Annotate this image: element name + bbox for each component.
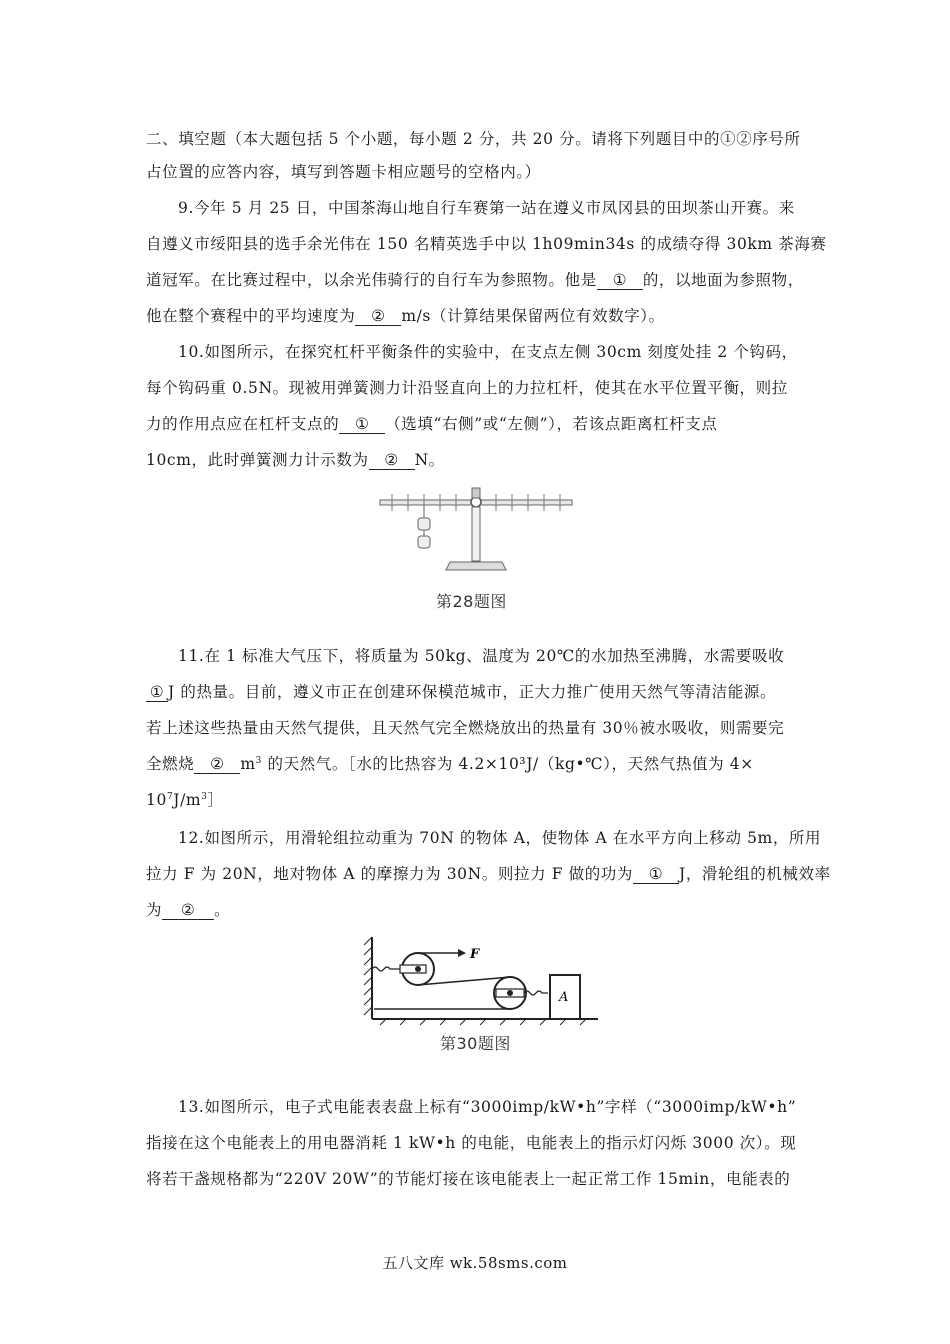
lever-base xyxy=(446,562,506,570)
q10-line3-end: （选填“右侧”或“左侧”），若该点距离杠杆支点 xyxy=(385,415,718,433)
q12-blank-2[interactable]: ② xyxy=(162,901,214,920)
q11-line5-sup2: 3 xyxy=(201,791,208,802)
q12-line2-text: 拉力 F 为 20N，地对物体 A 的摩擦力为 30N。则拉力 F 做的功为 xyxy=(146,865,633,883)
q12-line2 xyxy=(146,863,831,885)
section-header-line2: 占位置的应答内容，填写到答题卡相应题号的空格内。） xyxy=(146,163,541,181)
figure-28-caption: 第28题图 xyxy=(436,592,507,611)
figure-30-caption: 第30题图 xyxy=(440,1034,511,1053)
q11-line4-end: 的天然气。［水的比热容为 4.2×10³J/（kg•℃），天然气热值为 4× xyxy=(261,755,754,773)
hook-weight-1 xyxy=(418,518,430,530)
lever-stand xyxy=(472,507,480,561)
q10-blank-2[interactable]: ② xyxy=(369,451,415,470)
q11-line4-unit: m xyxy=(240,755,256,773)
q10-line3-text: 力的作用点应在杠杆支点的 xyxy=(146,415,340,433)
q13-line2: 指接在这个电能表上的用电器消耗 1 kW•h 的电能，电能表上的指示灯闪烁 3000 次）。现 xyxy=(146,1134,797,1152)
q11-line1: 11.在 1 标准大气压下，将质量为 50kg、温度为 20℃的水加热至沸腾，水需要吸收 xyxy=(178,647,785,665)
q11-line4-text: 全燃烧 xyxy=(146,755,195,773)
q9-blank-2[interactable]: ② xyxy=(355,307,401,326)
q10-line1: 10.如图所示，在探究杠杆平衡条件的实验中，在支点左侧 30cm 刻度处挂 2 个钩码， xyxy=(178,343,798,361)
q11-line5-c: ］ xyxy=(207,791,224,809)
q9-line4-text: 他在整个赛程中的平均速度为 xyxy=(146,307,356,325)
section-header-line1: 二、填空题（本大题包括 5 个小题，每小题 2 分，共 20 分。请将下列题目中的①②序号所 xyxy=(146,130,801,148)
label-A: A xyxy=(559,990,569,1005)
q12-line3-end: 。 xyxy=(214,901,231,919)
q9-line1: 9.今年 5 月 25 日，中国茶海山地自行车赛第一站在遵义市凤冈县的田坝茶山开赛。来 xyxy=(178,199,795,217)
q13-line1: 13.如图所示，电子式电能表表盘上标有“3000imp/kW•h”字样（“3000imp/kW•h” xyxy=(178,1098,797,1116)
q11-line5-a: 10 xyxy=(146,791,167,809)
q13-line3: 将若干盏规格都为“220V 20W”的节能灯接在该电能表上一起正常工作 15min，电能表的 xyxy=(146,1170,791,1188)
q10-line4 xyxy=(146,449,445,471)
q9-line4-end: m/s（计算结果保留两位有效数字）。 xyxy=(401,307,665,325)
q11-line2-end: J 的热量。目前，遵义市正在创建环保模范城市，正大力推广使用天然气等清洁能源。 xyxy=(168,683,777,701)
q9-line2: 自遵义市绥阳县的选手余光伟在 150 名精英选手中以 1h09min34s 的成绩夺得 30km 茶海赛 xyxy=(146,235,827,253)
q10-line2: 每个钩码重 0.5N。现被用弹簧测力计沿竖直向上的力拉杠杆，使其在水平位置平衡，则拉 xyxy=(146,379,788,397)
connecting-spring xyxy=(524,991,548,995)
q9-line3 xyxy=(146,269,804,291)
label-F: F xyxy=(470,947,480,962)
q12-line1: 12.如图所示，用滑轮组拉动重为 70N 的物体 A，使物体 A 在水平方向上移动 5m，所用 xyxy=(178,829,822,847)
force-arrow xyxy=(458,949,466,957)
q10-blank-1[interactable]: ① xyxy=(339,415,385,434)
q11-blank-2[interactable]: ② xyxy=(194,755,240,774)
lever-figure xyxy=(372,484,582,584)
q9-line3-end: 的，以地面为参照物， xyxy=(642,271,804,289)
q11-line3: 若上述这些热量由天然气提供，且天然气完全燃烧放出的热量有 30％被水吸收，则需要完 xyxy=(146,719,785,737)
q10-line4-end: N。 xyxy=(414,451,445,469)
q11-line5-sup: 7 xyxy=(166,791,174,802)
q11-line4-sup: 3 xyxy=(255,755,262,766)
q11-line2 xyxy=(146,681,776,703)
pulley-figure xyxy=(360,933,605,1028)
q11-blank-1[interactable]: ① xyxy=(146,683,168,702)
q9-line3-text: 道冠军。在比赛过程中，以余光伟骑行的自行车为参照物。他是 xyxy=(146,271,597,289)
fixed-spring xyxy=(372,967,400,971)
q11-line5-b: J/m xyxy=(173,791,202,809)
wall-hatching xyxy=(364,937,372,1015)
q9-line4 xyxy=(146,305,665,327)
q10-line3 xyxy=(146,413,717,435)
q12-line3-text: 为 xyxy=(146,901,163,919)
pivot-cap xyxy=(472,488,480,498)
hook-weight-2 xyxy=(418,536,430,548)
fixed-pulley-frame xyxy=(400,965,426,973)
q9-blank-1[interactable]: ① xyxy=(597,271,643,290)
q12-line2-end: J，滑轮组的机械效率 xyxy=(679,865,831,883)
q11-line4 xyxy=(146,753,754,775)
q11-line5 xyxy=(146,789,224,811)
q12-line3 xyxy=(146,899,230,921)
q12-blank-1[interactable]: ① xyxy=(633,865,679,884)
footer-watermark: 五八文库 wk.58sms.com xyxy=(382,1254,568,1272)
q10-line4-text: 10cm，此时弹簧测力计示数为 xyxy=(146,451,369,469)
